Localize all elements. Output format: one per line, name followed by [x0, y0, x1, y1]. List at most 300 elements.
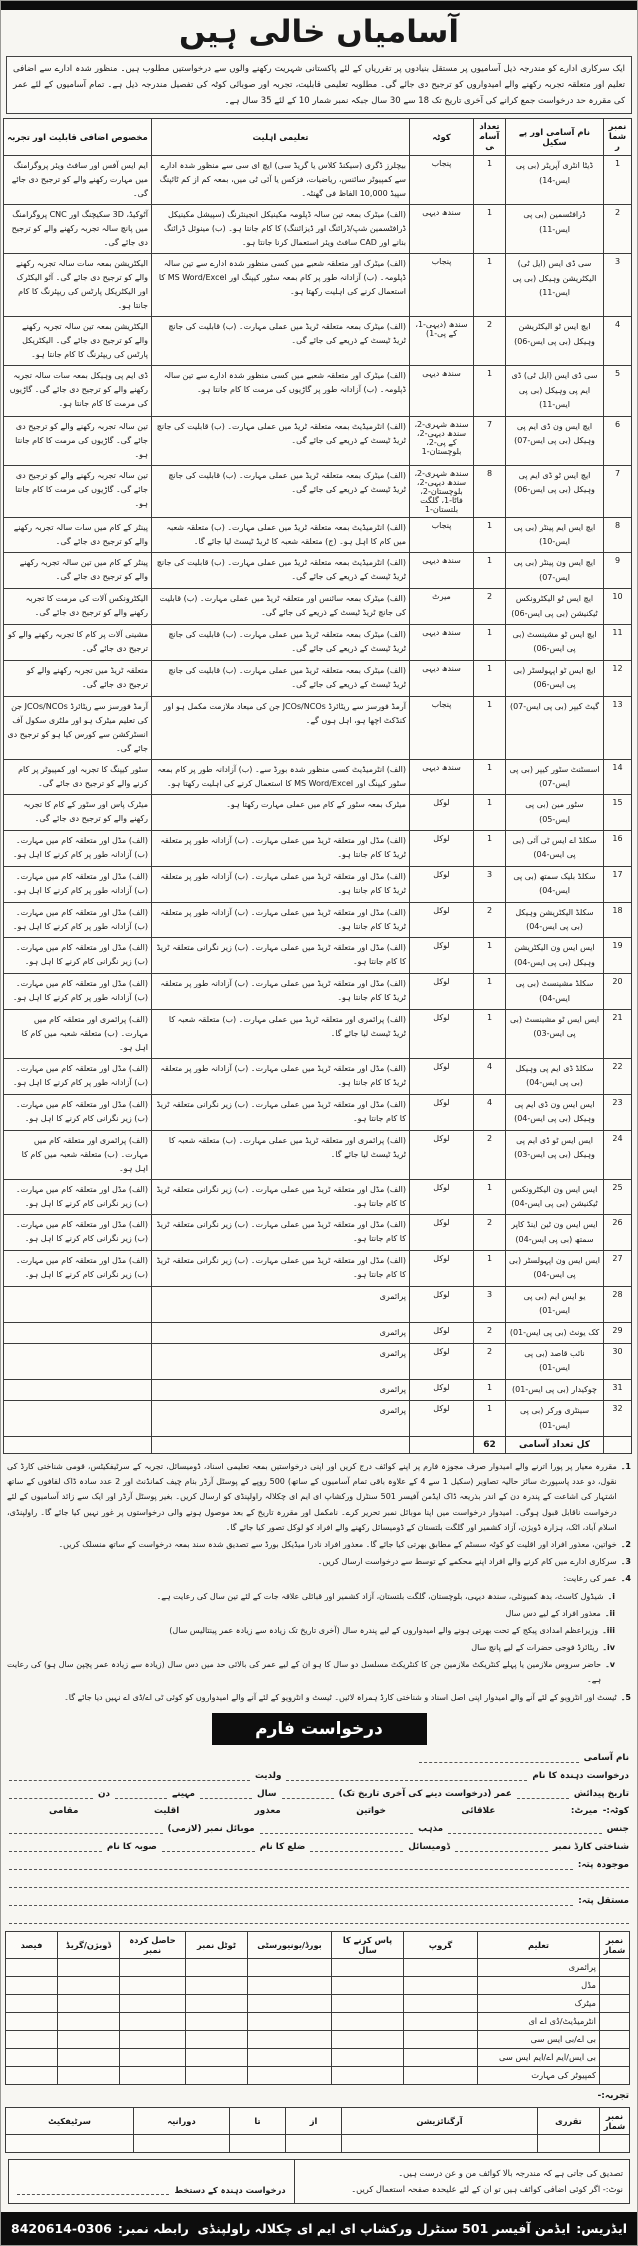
cell-experience [4, 1344, 152, 1380]
quota-option: اقلیت [153, 1805, 180, 1816]
table-row [4, 1344, 632, 1380]
cell-post-name: ایچ ایس ایم پینٹر (بی پی ایس-10) [506, 517, 604, 553]
cell-qty: 1 [474, 553, 506, 589]
quota-option: معذور [254, 1805, 281, 1816]
table-row [4, 624, 632, 660]
note-number: 1۔ [620, 1462, 631, 1471]
cell-quota: پنجاب [410, 696, 474, 759]
form-line-applicant [9, 1770, 629, 1781]
quota-option: میرٹ: [570, 1805, 598, 1816]
cell-qty: 1 [474, 1251, 506, 1287]
cell-quota: سندھ دیہی [410, 660, 474, 696]
cell-serial: 22 [604, 1058, 632, 1094]
edu-cell-total-marks [186, 1958, 248, 1976]
table-row [4, 1130, 632, 1179]
cell-education: (الف) میٹرک بمعہ متعلقہ ٹریڈ میں عملی مہارت۔ (ب) قابلیت کی جانچ ٹریڈ ٹیسٹ کے ذریعے کی جائے گی۔ [152, 660, 410, 696]
education-row [6, 1976, 630, 1994]
permanent-address-field [9, 1895, 573, 1906]
cell-post-name: سکلڈ الیکٹریشن وہیکل (بی پی ایس-04) [506, 902, 604, 938]
cell-education: (الف) انٹرمیڈیٹ بمعہ متعلقہ ٹریڈ میں عملی مہارت۔ (ب) قابلیت کی جانچ ٹریڈ ٹیسٹ کے ذریعے کی جائے گی۔ [152, 416, 410, 465]
cell-quota: لوکل [410, 1094, 474, 1130]
religion-label: مذہب [418, 1823, 444, 1834]
cell-education: (الف) انٹرمیڈیٹ بمعہ متعلقہ ٹریڈ میں عملی مہارت۔ (ب) قابلیت کی جانچ ٹریڈ ٹیسٹ کے ذریعے کی جائے گی۔ [152, 553, 410, 589]
cell-education: (الف) مڈل اور متعلقہ ٹریڈ میں عملی مہارت۔ (ب) زیر نگرانی متعلقہ ٹریڈ کا کام جانتا ہو۔ [152, 1094, 410, 1130]
edu-cell-year [332, 1958, 404, 1976]
cell-serial: 4 [604, 317, 632, 366]
cell-experience [4, 1286, 152, 1322]
cell-post-name: ایچ ایس ٹو الیکٹرونکس ٹیکنیشن (بی پی ایس-06) [506, 589, 604, 625]
cell-education: (الف) میٹرک بمعہ تین سالہ ڈپلومہ مکینیکل انجینئرنگ (سپیشل مکینیکل ڈرافٹسمین شپ/ڈرائنگ اور ڈیزائننگ) کا کام جانتا ہو۔ (ب) مینوئل ڈرائنگ بنانے اور CAD سافٹ ویئر استعمال کرنا جانتا ہو۔ [152, 205, 410, 254]
cell-experience: سٹور کیپنگ کا تجربہ اور کمپیوٹر پر کام کرنے والے کو ترجیح دی جائے گی۔ [4, 759, 152, 795]
cell-experience: آٹوکیڈ، 3D سکیچنگ اور CNC پروگرامنگ میں پانچ سالہ تجربہ رکھنے والے کو ترجیح دی جائے گی۔ [4, 205, 152, 254]
edu-cell-group [404, 2030, 478, 2048]
footer-phone [11, 2221, 189, 2236]
cell-qty: 2 [474, 1130, 506, 1179]
cell-experience: (الف) مڈل اور متعلقہ کام میں مہارت۔ (ب) آزادانہ طور پر کام کرنے کا اہل ہو۔ [4, 974, 152, 1010]
cell-education: (الف) مڈل اور متعلقہ ٹریڈ میں عملی مہارت۔ (ب) آزادانہ طور پر متعلقہ ٹریڈ کا کام جانتا ہو۔ [152, 866, 410, 902]
edu-cell-percent [6, 2012, 58, 2030]
cell-quota: لوکل [410, 1179, 474, 1215]
address-value: ایڈمن آفیسر 501 سنٹرل ورکشاپ ای ایم ای چکلالہ راولپنڈی [197, 2221, 571, 2236]
edu-cell-serial [600, 2030, 630, 2048]
table-row [4, 416, 632, 465]
edu-cell-group [404, 2048, 478, 2066]
note-number: 2۔ [620, 1539, 631, 1549]
signature-field [17, 2184, 169, 2195]
cell-education: (الف) مڈل اور متعلقہ ٹریڈ میں عملی مہارت۔ (ب) آزادانہ طور پر متعلقہ ٹریڈ کا کام جانتا ہو۔ [152, 902, 410, 938]
edu-cell-board [248, 2066, 332, 2084]
cell-serial: 20 [604, 974, 632, 1010]
applicant-name-label: درخواست دہندہ کا نام [532, 1770, 629, 1781]
cell-education: (الف) پرائمری اور متعلقہ ٹریڈ میں عملی مہارت۔ (ب) متعلقہ شعبہ کا ٹریڈ ٹیسٹ لیا جائے گا۔ [152, 1130, 410, 1179]
cell-qty: 1 [474, 624, 506, 660]
education-row [6, 2048, 630, 2066]
cell-post-name: سکلڈ اے ایس ٹی آئی (بی پی ایس-04) [506, 831, 604, 867]
exp-cell-duration [134, 2134, 230, 2152]
cell-qty: 1 [474, 660, 506, 696]
cell-post-name: نائب قاصد (بی پی ایس-01) [506, 1344, 604, 1380]
edu-cell-year [332, 2066, 404, 2084]
cell-quota: لوکل [410, 938, 474, 974]
cell-quota: میرٹ [410, 589, 474, 625]
cell-post-name: ایس ایس ٹو مشینسٹ (بی پی ایس-03) [506, 1009, 604, 1058]
application-form [9, 1752, 629, 1924]
cell-education: پرائمری [152, 1286, 410, 1322]
cell-serial: 6 [604, 416, 632, 465]
cell-experience: (الف) پرائمری اور متعلقہ کام میں مہارت۔ (ب) متعلقہ شعبہ میں کام کا اہل ہو۔ [4, 1009, 152, 1058]
cell-experience: مشینی آلات پر کام کا تجربہ رکھنے والے کو ترجیح دی جائے گی۔ [4, 624, 152, 660]
cell-education: (الف) میٹرک بمعہ متعلقہ ٹریڈ میں عملی مہارت۔ (ب) قابلیت کی جانچ ٹریڈ ٹیسٹ کے ذریعے کی جائے گی۔ [152, 624, 410, 660]
cell-education: (الف) مڈل اور متعلقہ ٹریڈ میں عملی مہارت۔ (ب) زیر نگرانی متعلقہ ٹریڈ کا کام جانتا ہو۔ [152, 938, 410, 974]
cell-post-name: سکلڈ مشینسٹ (بی پی ایس-04) [506, 974, 604, 1010]
age-item-number: ii۔ [604, 1608, 615, 1618]
gender-field [448, 1823, 602, 1834]
cell-qty: 4 [474, 1058, 506, 1094]
cell-education: (الف) میٹرک اور متعلقہ شعبے میں کسی منظور شدہ ادارے سے تین سالہ ڈپلومہ۔ (ب) آزادانہ طور پر کام بمعہ سٹور کیپنگ اور MS Word/Excel کا استعمال کرنے کی اہلیت رکھتا ہو۔ [152, 254, 410, 317]
cell-serial: 13 [604, 696, 632, 759]
edu-cell-obtained-marks [120, 1976, 186, 1994]
experience-section-label: تجربہ:- [597, 2090, 629, 2101]
cell-quota: سندھ دیہی [410, 205, 474, 254]
table-row [4, 517, 632, 553]
cell-post-name: ایس ایس ون الیکٹریشن وہیکل (بی پی ایس-04) [506, 938, 604, 974]
cell-post-name: ایس ایس ون ڈی ایم پی وہیکل (بی پی ایس-04) [506, 1094, 604, 1130]
cell-serial: 16 [604, 831, 632, 867]
age-relaxation-item [7, 1657, 615, 1687]
district-label: ضلع کا نام [259, 1841, 306, 1852]
table-row [4, 366, 632, 416]
age-relaxation-item [7, 1606, 615, 1621]
cell-quota: سندھ شہری-2، سندھ دیہی-2، بلوچستان-2، فاٹا-1، گلگت بلتستان-1 [410, 465, 474, 517]
education-header-cell: ڈویژن/گریڈ [58, 1931, 120, 1958]
cnic-field [455, 1841, 548, 1852]
education-row [6, 2030, 630, 2048]
education-table-header-row [6, 1931, 630, 1958]
edu-cell-division [58, 2066, 120, 2084]
years-field [200, 1788, 252, 1799]
edu-cell-board [248, 1958, 332, 1976]
cell-quota: سندھ (دیہی-1، کے پی-1) [410, 317, 474, 366]
edu-cell-percent [6, 1994, 58, 2012]
cell-qty: 2 [474, 317, 506, 366]
note-item [7, 1571, 631, 1586]
permanent-address-field-2 [9, 1913, 629, 1924]
days-field [9, 1788, 93, 1799]
header-quota: کوٹہ [410, 119, 474, 156]
education-row [6, 2012, 630, 2030]
cell-quota: سندھ دیہی [410, 624, 474, 660]
post-name-field [419, 1752, 579, 1763]
cell-serial: 23 [604, 1094, 632, 1130]
edu-cell-level: پرائمری [478, 1958, 600, 1976]
note-text: سرکاری ادارے میں کام کرنے والے افراد اپنے محکمے کے توسط سے درخواست ارسال کریں۔ [317, 1557, 617, 1567]
present-address-label: موجودہ پتہ: [577, 1859, 629, 1870]
cell-quota: پنجاب [410, 156, 474, 205]
cell-post-name: ایس ایس ون الیکٹرونکس ٹیکنیشن (بی پی ایس-04) [506, 1179, 604, 1215]
education-header-cell: حاصل کردہ نمبر [120, 1931, 186, 1958]
age-relaxation-item [7, 1589, 615, 1604]
cell-serial: 5 [604, 366, 632, 416]
cell-post-name: گیٹ کیپر (بی پی ایس-07) [506, 696, 604, 759]
cell-qty: 2 [474, 1215, 506, 1251]
edu-cell-year [332, 2048, 404, 2066]
cell-qty: 3 [474, 1286, 506, 1322]
note-text: خواتین، معذور افراد اور اقلیت کو کوٹہ سسٹم کے مطابق بھرتی کیا جائے گا۔ معذور افراد نادرا میڈیکل بورڈ سے تصدیق شدہ سند بمعہ درخواست کے ساتھ منسلک کریں۔ [58, 1539, 617, 1549]
cell-quota: پنجاب [410, 517, 474, 553]
edu-cell-obtained-marks [120, 2030, 186, 2048]
education-table [5, 1931, 630, 2085]
page-title: آسامیاں خالی ہیں [179, 14, 459, 50]
form-line-gender [9, 1823, 629, 1834]
age-item-text: حاضر سروس ملازمین یا پہلے کنٹریکٹ ملازمین جن کا کنٹریکٹ مسلسل دو سال کا ہو ان کے لیے عمر کی بالائی حد میں دس سال (زیادہ سے زیادہ عمر پچپن سال ہو) کی رعایت ہے۔ [7, 1660, 602, 1685]
table-row [4, 660, 632, 696]
cell-education: (الف) مڈل اور متعلقہ ٹریڈ میں عملی مہارت۔ (ب) آزادانہ طور پر متعلقہ ٹریڈ کا کام جانتا ہو۔ [152, 1058, 410, 1094]
cell-experience: (الف) مڈل اور متعلقہ کام میں مہارت۔ (ب) زیر نگرانی کام کرنے کا اہل ہو۔ [4, 1094, 152, 1130]
cell-qty: 1 [474, 831, 506, 867]
table-row [4, 1058, 632, 1094]
cell-post-name: کک یونٹ (بی پی ایس-01) [506, 1322, 604, 1343]
exp-cell-to [230, 2134, 286, 2152]
cell-serial: 15 [604, 795, 632, 831]
edu-cell-year [332, 1976, 404, 1994]
table-row [4, 1322, 632, 1343]
age-item-number: iii۔ [602, 1625, 615, 1635]
father-name-field [9, 1770, 250, 1781]
experience-header-cell: تقرری [538, 2107, 600, 2134]
cell-post-name: ایچ ایس ٹو مشینسٹ (بی پی ایس-06) [506, 624, 604, 660]
edu-cell-year [332, 2030, 404, 2048]
table-row [4, 1094, 632, 1130]
table-row [4, 465, 632, 517]
education-row [6, 1994, 630, 2012]
notes-section [7, 1459, 631, 1705]
cnic-label: شناختی کارڈ نمبر [552, 1841, 629, 1852]
cell-experience: ایم ایس آفس اور سافٹ ویئر پروگرامنگ میں مہارت رکھنے والے کو ترجیح دی جائے گی۔ [4, 156, 152, 205]
edu-cell-serial [600, 2048, 630, 2066]
edu-cell-level: مڈل [478, 1976, 600, 1994]
cell-post-name: ڈرافٹسمین (بی پی ایس-11) [506, 205, 604, 254]
religion-field [260, 1823, 414, 1834]
mobile-field [9, 1823, 163, 1834]
cell-serial: 29 [604, 1322, 632, 1343]
cell-qty: 2 [474, 902, 506, 938]
edu-cell-total-marks [186, 1976, 248, 1994]
quota-label: کوٹہ:- [602, 1805, 629, 1816]
signature-block [9, 2160, 294, 2203]
certification-block [8, 2159, 630, 2204]
cell-qty: 2 [474, 1322, 506, 1343]
note-number: 3۔ [620, 1557, 631, 1567]
cell-qty: 1 [474, 938, 506, 974]
edu-cell-total-marks [186, 1994, 248, 2012]
gender-label: جنس [606, 1823, 629, 1834]
form-line-cnic [9, 1841, 629, 1852]
months-label: مہینے [172, 1788, 195, 1799]
form-line-permanent-address [9, 1895, 629, 1906]
cell-serial: 3 [604, 254, 632, 317]
applicant-name-field [286, 1770, 527, 1781]
cell-post-name: ایچ ایس ون ڈی ایم پی وہیکل (بی پی ایس-07) [506, 416, 604, 465]
cell-quota: سندھ دیہی [410, 366, 474, 416]
edu-cell-division [58, 1976, 120, 1994]
cell-education: (الف) مڈل اور متعلقہ ٹریڈ میں عملی مہارت۔ (ب) آزادانہ طور پر متعلقہ ٹریڈ کا کام جانتا ہو۔ [152, 974, 410, 1010]
edu-cell-total-marks [186, 2030, 248, 2048]
footer-bar [1, 2212, 637, 2245]
cell-experience: (الف) مڈل اور متعلقہ کام میں مہارت۔ (ب) زیر نگرانی کام کرنے کا اہل ہو۔ [4, 1251, 152, 1287]
table-row [4, 974, 632, 1010]
cell-qty: 1 [474, 1179, 506, 1215]
edu-cell-serial [600, 2066, 630, 2084]
signature-label: درخواست دہندہ کے دستخط [174, 2185, 286, 2195]
table-row [4, 866, 632, 902]
cell-qty: 1 [474, 696, 506, 759]
cell-serial: 24 [604, 1130, 632, 1179]
note-item [7, 1459, 631, 1535]
header-experience: مخصوص اضافی قابلیت اور تجربہ [4, 119, 152, 156]
cell-education: بیچلرز ڈگری (سیکنڈ کلاس یا گریڈ سی) ایچ ای سی سے منظور شدہ ادارے سے کمپیوٹر سائنس، ریاضیات، فزکس یا آئی ٹی میں، بمعہ کم از کم ٹائپنگ سپیڈ 10,000 الفاظ فی گھنٹہ۔ [152, 156, 410, 205]
age-field [282, 1788, 334, 1799]
note-text: ٹیسٹ اور انٹرویو کے لئے آنے والے امیدوار اپنی اصل اسناد و شناختی کارڈ ہمراہ لائیں۔ ٹیسٹ و انٹرویو کے لئے آنے والے امیدواروں کو کوئی ٹی اے/ڈی اے نہیں دیا جائے گا۔ [64, 1692, 617, 1702]
cell-qty: 1 [474, 759, 506, 795]
edu-cell-percent [6, 2066, 58, 2084]
cell-serial: 1 [604, 156, 632, 205]
experience-header-cell: تا [230, 2107, 286, 2134]
table-row [4, 589, 632, 625]
cell-serial: 31 [604, 1379, 632, 1400]
cell-quota: سندھ دیہی [410, 759, 474, 795]
years-label: سال [256, 1788, 277, 1799]
cell-post-name: سینٹری ورکر (بی پی ایس-01) [506, 1401, 604, 1437]
table-row [4, 156, 632, 205]
header-serial: نمبر شمار [604, 119, 632, 156]
cell-serial: 21 [604, 1009, 632, 1058]
quota-option: علاقائی [461, 1805, 496, 1816]
cell-qty: 1 [474, 156, 506, 205]
quota-option: مقامی [49, 1805, 79, 1816]
age-item-text: ریٹائرڈ فوجی حضرات کے لیے پانچ سال [471, 1643, 599, 1653]
cell-experience: میٹرک پاس اور سٹور کے کام کا تجربہ رکھنے والے کو ترجیح دی جائے گی۔ [4, 795, 152, 831]
cell-education: (الف) پرائمری اور متعلقہ ٹریڈ میں عملی مہارت۔ (ب) متعلقہ شعبہ کا ٹریڈ ٹیسٹ لیا جائے گا۔ [152, 1009, 410, 1058]
education-header-cell: تعلیم [478, 1931, 600, 1958]
edu-cell-group [404, 1994, 478, 2012]
edu-cell-percent [6, 2048, 58, 2066]
cell-experience: پینٹر کے کام میں سات سالہ تجربہ رکھنے والے کو ترجیح دی جائے گی۔ [4, 517, 152, 553]
edu-cell-obtained-marks [120, 2066, 186, 2084]
edu-cell-division [58, 2012, 120, 2030]
cell-post-name: ایس ایس ون اپہولسٹر (بی پی ایس-04) [506, 1251, 604, 1287]
experience-header-cell: از [286, 2107, 342, 2134]
age-relaxation-item [7, 1640, 615, 1655]
cell-quota: لوکل [410, 866, 474, 902]
cell-education: (الف) انٹرمیڈیٹ کسی منظور شدہ بورڈ سے۔ (ب) آزادانہ طور پر کام بمعہ سٹور کیپنگ اور MS Word/Excel کا استعمال کرنے کی اہلیت رکھتا ہو۔ [152, 759, 410, 795]
table-row [4, 831, 632, 867]
form-line-quota [9, 1806, 629, 1816]
certification-note-line: نوٹ:- اگر کوئی اضافی کوائف ہیں تو ان کے لئے علیحدہ صفحہ استعمال کریں۔ [351, 2184, 623, 2195]
cell-experience: (الف) مڈل اور متعلقہ کام میں مہارت۔ (ب) آزادانہ طور پر کام کرنے کا اہل ہو۔ [4, 866, 152, 902]
cell-education: میٹرک بمعہ سٹور کے کام میں عملی مہارت رکھتا ہو۔ [152, 795, 410, 831]
cell-serial: 14 [604, 759, 632, 795]
edu-cell-serial [600, 2012, 630, 2030]
note-number: 5۔ [620, 1692, 631, 1702]
table-row [4, 759, 632, 795]
edu-cell-group [404, 1958, 478, 1976]
table-row [4, 795, 632, 831]
cell-serial: 12 [604, 660, 632, 696]
edu-cell-board [248, 2030, 332, 2048]
footer-address [198, 2221, 628, 2236]
quota-option: خواتین [356, 1805, 386, 1816]
table-row [4, 696, 632, 759]
cell-experience: (الف) مڈل اور متعلقہ کام میں مہارت۔ (ب) آزادانہ طور پر کام کرنے کا اہل ہو۔ [4, 1058, 152, 1094]
cell-quota: پنجاب [410, 254, 474, 317]
cell-qty: 1 [474, 254, 506, 317]
cell-serial: 9 [604, 553, 632, 589]
phone-label: رابطہ نمبر: [117, 2221, 189, 2236]
edu-cell-percent [6, 1976, 58, 1994]
table-row [4, 938, 632, 974]
note-item [7, 1554, 631, 1569]
cell-education: (الف) انٹرمیڈیٹ بمعہ متعلقہ ٹریڈ میں عملی مہارت۔ (ب) متعلقہ شعبہ میں کام کا اہل ہو۔ (ج) متعلقہ شعبہ کا ٹریڈ ٹیسٹ لیا جائے گا۔ [152, 517, 410, 553]
experience-table [5, 2107, 630, 2153]
cell-quota: سندھ دیہی [410, 553, 474, 589]
cell-education: (الف) مڈل اور متعلقہ ٹریڈ میں عملی مہارت۔ (ب) زیر نگرانی متعلقہ ٹریڈ کا کام جانتا ہو۔ [152, 1215, 410, 1251]
certification-line: تصدیق کی جاتی ہے کہ مندرجہ بالا کوائف من و عن درست ہیں۔ [398, 2167, 623, 2178]
address-label: ایڈریس: [576, 2221, 627, 2236]
total-empty-exp [4, 1437, 152, 1454]
edu-cell-serial [600, 1994, 630, 2012]
edu-cell-year [332, 1994, 404, 2012]
cell-experience: (الف) مڈل اور متعلقہ کام میں مہارت۔ (ب) زیر نگرانی کام کرنے کا اہل ہو۔ [4, 938, 152, 974]
edu-cell-group [404, 1976, 478, 1994]
cell-experience: (الف) مڈل اور متعلقہ کام میں مہارت۔ (ب) آزادانہ طور پر کام کرنے کا اہل ہو۔ [4, 831, 152, 867]
cell-qty: 4 [474, 1094, 506, 1130]
table-row [4, 1401, 632, 1437]
edu-cell-percent [6, 1958, 58, 1976]
education-table-body [6, 1958, 630, 2084]
education-row [6, 2066, 630, 2084]
cell-qty: 2 [474, 1344, 506, 1380]
age-item-text: شیڈول کاسٹ، بدھ کمیونٹی، سندھ دیہی، بلوچستان، گلگت بلتستان، آزاد کشمیر اور قبائلی علاقہ جات کے لئے تین سال کی رعایت ہے۔ [156, 1591, 604, 1601]
age-relaxation-item [7, 1623, 615, 1638]
cell-experience: پینٹر کے کام میں تین سالہ تجربہ رکھنے والے کو ترجیح دی جائے گی۔ [4, 553, 152, 589]
total-empty-edu [152, 1437, 410, 1454]
vacancy-table [3, 118, 632, 1454]
cell-post-name: اسسٹنٹ سٹور کیپر (بی پی ایس-07) [506, 759, 604, 795]
application-form-heading: درخواست فارم [212, 1713, 427, 1745]
cell-serial: 28 [604, 1286, 632, 1322]
note-item [7, 1690, 631, 1705]
cell-education: (الف) میٹرک بمعہ متعلقہ ٹریڈ میں عملی مہارت۔ (ب) قابلیت کی جانچ ٹریڈ ٹیسٹ کے ذریعے کی جائے گی۔ [152, 317, 410, 366]
cell-experience: تین سالہ تجربہ رکھنے والے کو ترجیح دی جائے گی۔ گاڑیوں کی مرمت کا کام جانتا ہو۔ [4, 416, 152, 465]
education-header-cell: پاس کرنے کا سال [332, 1931, 404, 1958]
header-education: تعلیمی اہلیت [152, 119, 410, 156]
cell-serial: 10 [604, 589, 632, 625]
vacancy-table-body [4, 156, 632, 1437]
notes-main-1 [7, 1459, 631, 1587]
cell-post-name: ڈیٹا انٹری آپریٹر (بی پی ایس-14) [506, 156, 604, 205]
domicile-field [310, 1841, 403, 1852]
form-line-post [9, 1752, 629, 1763]
form-line-permanent-address-2 [9, 1913, 629, 1924]
edu-cell-level: کمپیوٹر کی مہارت [478, 2066, 600, 2084]
experience-empty-row [6, 2134, 630, 2152]
cell-experience [4, 1322, 152, 1343]
cell-serial: 25 [604, 1179, 632, 1215]
edu-cell-board [248, 2012, 332, 2030]
cell-post-name: ایس ایس ٹو ڈی ایم پی وہیکل (بی پی ایس-03) [506, 1130, 604, 1179]
cell-post-name: ایچ ایس ٹو ڈی ایم پی وہیکل (بی پی ایس-06) [506, 465, 604, 517]
cell-quota: لوکل [410, 795, 474, 831]
vacancy-table-header-row [4, 119, 632, 156]
permanent-address-label: مستقل پتہ: [578, 1895, 629, 1906]
edu-cell-division [58, 2048, 120, 2066]
edu-cell-division [58, 2030, 120, 2048]
table-row [4, 1379, 632, 1400]
cell-education: پرائمری [152, 1344, 410, 1380]
cell-serial: 19 [604, 938, 632, 974]
cell-serial: 26 [604, 1215, 632, 1251]
experience-header-cell: آرگنائزیشن [342, 2107, 538, 2134]
exp-cell-certificate [6, 2134, 134, 2152]
table-row [4, 317, 632, 366]
edu-cell-year [332, 2012, 404, 2030]
edu-cell-board [248, 2048, 332, 2066]
total-row [4, 1437, 632, 1454]
cell-qty: 7 [474, 416, 506, 465]
cell-education: آرمڈ فورسز سے ریٹائرڈ JCOs/NCOs جن کی میعاد ملازمت مکمل ہو اور کنڈکٹ اچھا ہو، اہل ہوں گے۔ [152, 696, 410, 759]
top-black-bar [1, 1, 637, 10]
cell-quota: سندھ شہری-2، سندھ دیہی-2، کے پی-2، بلوچستان-1 [410, 416, 474, 465]
